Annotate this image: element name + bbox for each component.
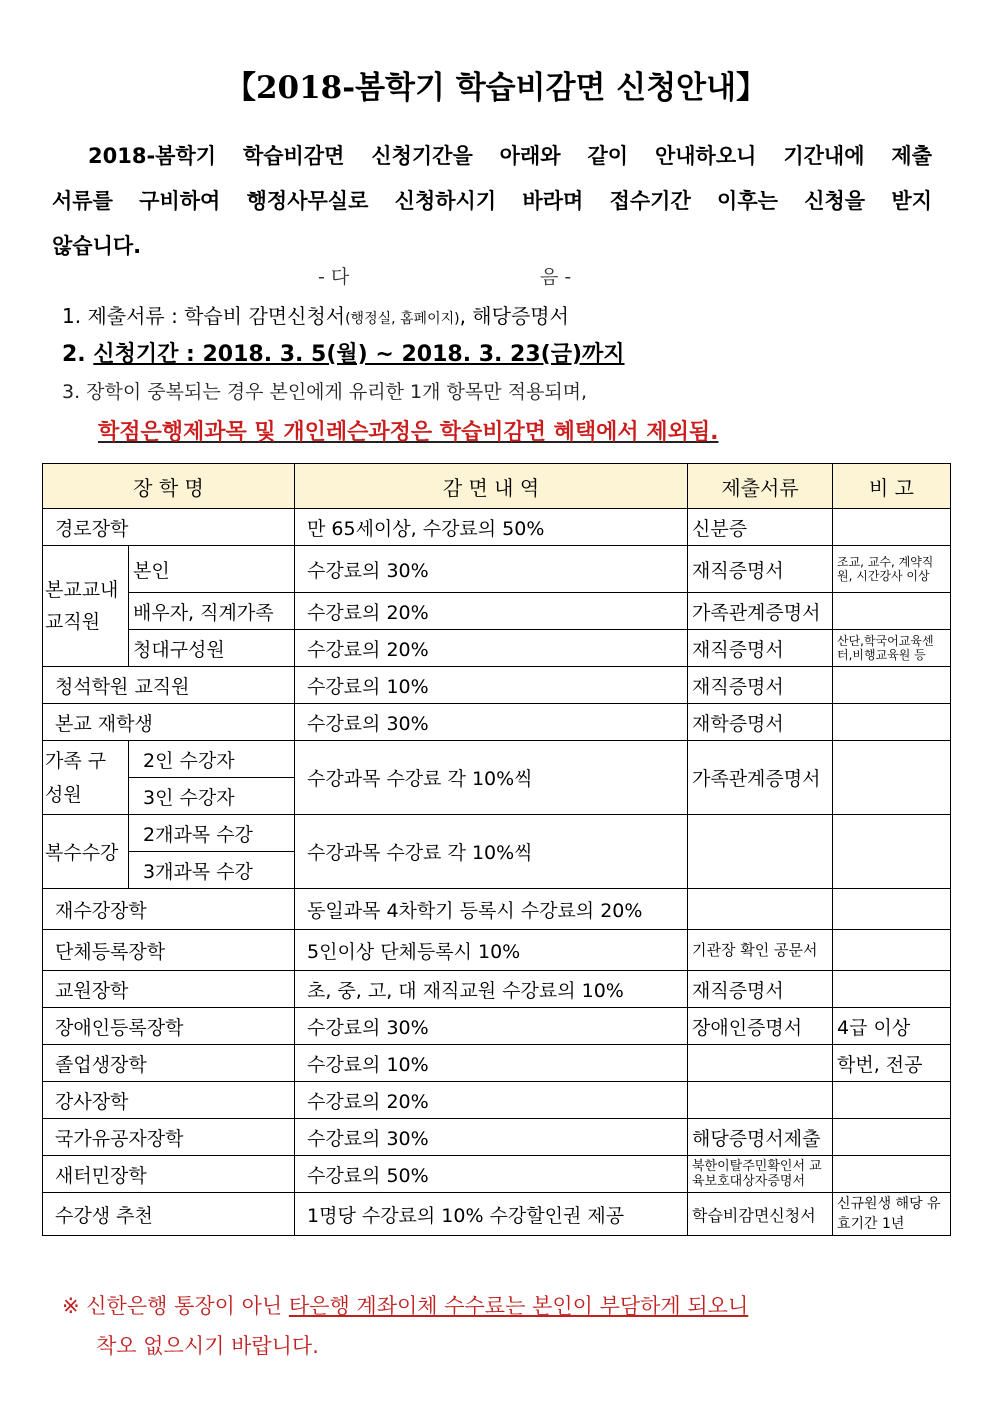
row-note xyxy=(833,667,951,704)
footer-notice xyxy=(62,1286,748,1366)
row-detail: 동일과목 4차학기 등록시 수강료의 20% xyxy=(295,889,688,930)
row-note xyxy=(833,509,951,546)
section-label-right: 음 - xyxy=(540,266,572,288)
row-note xyxy=(833,889,951,930)
row-detail: 만 65세이상, 수강료의 50% xyxy=(295,509,688,546)
table-row xyxy=(43,1156,951,1193)
row-detail: 수강료의 50% xyxy=(295,1156,688,1193)
row-note xyxy=(833,1082,951,1119)
row-docs: 북한이탈주민확인서 교육보호대상자증명서 xyxy=(688,1156,833,1193)
row-note xyxy=(833,1119,951,1156)
row-docs: 가족관계증명서 xyxy=(688,741,833,815)
row-detail: 수강료의 20% xyxy=(295,630,688,667)
intro-line-1: 2018-봄학기 학습비감면 신청기간을 아래와 같이 안내하오니 기간내에 제출 xyxy=(88,144,932,168)
row-detail: 수강료의 30% xyxy=(295,1008,688,1045)
table-header-row xyxy=(43,464,951,509)
row-note: 신규원생 해당 유효기간 1년 xyxy=(833,1193,951,1236)
row-name: 국가유공자장학 xyxy=(43,1119,295,1156)
table-row xyxy=(43,971,951,1008)
group-name: 가족 구성원 xyxy=(43,741,129,815)
table-row xyxy=(43,704,951,741)
row-name: 수강생 추천 xyxy=(43,1193,295,1236)
item-duplicate-rule: 3. 장학이 중복되는 경우 본인에게 유리한 1개 항목만 적용되며, xyxy=(62,381,588,403)
row-detail: 수강료의 20% xyxy=(295,1082,688,1119)
footer-line-2: 착오 없으시기 바랍니다. xyxy=(96,1334,319,1358)
row-detail: 수강료의 20% xyxy=(295,593,688,630)
row-note: 4급 이상 xyxy=(833,1008,951,1045)
table-row xyxy=(43,630,951,667)
row-name: 배우자, 직계가족 xyxy=(129,593,295,630)
row-name: 3개과목 수강 xyxy=(129,852,295,889)
row-detail: 수강료의 30% xyxy=(295,546,688,593)
row-name: 재수강장학 xyxy=(43,889,295,930)
row-name: 장애인등록장학 xyxy=(43,1008,295,1045)
row-note: 조교, 교수, 계약직원, 시간강사 이상 xyxy=(833,546,951,593)
row-name: 단체등록장학 xyxy=(43,930,295,971)
table-row xyxy=(43,889,951,930)
row-docs xyxy=(688,1082,833,1119)
header-scholarship: 장 학 명 xyxy=(43,464,295,509)
row-name: 본교 재학생 xyxy=(43,704,295,741)
row-docs: 학습비감면신청서 xyxy=(688,1193,833,1236)
row-docs xyxy=(688,1045,833,1082)
item-period-text: 신청기간 : 2018. 3. 5(월) ~ 2018. 3. 23(금)까지 xyxy=(93,342,625,367)
row-note xyxy=(833,593,951,630)
row-docs: 재직증명서 xyxy=(688,971,833,1008)
row-detail: 수강과목 수강료 각 10%씩 xyxy=(295,815,688,889)
table-row xyxy=(43,930,951,971)
table-row xyxy=(43,815,951,852)
row-note: 산단,학국어교육센터,비행교육원 등 xyxy=(833,630,951,667)
table-row xyxy=(43,1193,951,1236)
header-note: 비 고 xyxy=(833,464,951,509)
row-name: 3인 수강자 xyxy=(129,778,295,815)
table-row xyxy=(43,667,951,704)
row-name: 청대구성원 xyxy=(129,630,295,667)
table-row xyxy=(43,1008,951,1045)
row-note xyxy=(833,815,951,889)
item-documents-prefix: 1. 제출서류 : 학습비 감면신청서 xyxy=(62,304,346,328)
row-docs: 해당증명서제출 xyxy=(688,1119,833,1156)
row-name: 청석학원 교직원 xyxy=(43,667,295,704)
row-docs: 신분증 xyxy=(688,509,833,546)
intro-line-3: 않습니다. xyxy=(52,234,142,258)
page-title: 【2018-봄학기 학습비감면 신청안내】 xyxy=(224,70,768,106)
header-detail: 감 면 내 역 xyxy=(295,464,688,509)
row-note xyxy=(833,930,951,971)
row-docs: 장애인증명서 xyxy=(688,1008,833,1045)
row-docs: 재직증명서 xyxy=(688,630,833,667)
table-row xyxy=(43,546,951,593)
row-name: 교원장학 xyxy=(43,971,295,1008)
footer-underlined-text: 타은행 계좌이체 수수료는 본인이 부담하게 되오니 xyxy=(288,1294,749,1318)
table-row xyxy=(43,741,951,778)
table-row xyxy=(43,1119,951,1156)
footer-mark-text: ※ 신한은행 통장이 아닌 xyxy=(62,1294,289,1318)
row-detail: 수강료의 10% xyxy=(295,1045,688,1082)
row-note xyxy=(833,971,951,1008)
group-name: 복수수강 xyxy=(43,815,129,889)
table-row xyxy=(43,593,951,630)
row-detail: 수강료의 30% xyxy=(295,704,688,741)
table-row xyxy=(43,509,951,546)
row-detail: 수강료의 30% xyxy=(295,1119,688,1156)
row-detail: 1명당 수강료의 10% 수강할인권 제공 xyxy=(295,1193,688,1236)
row-docs: 재학증명서 xyxy=(688,704,833,741)
row-docs xyxy=(688,889,833,930)
header-docs: 제출서류 xyxy=(688,464,833,509)
row-name: 2인 수강자 xyxy=(129,741,295,778)
table-row xyxy=(43,1045,951,1082)
row-detail: 수강과목 수강료 각 10%씩 xyxy=(295,741,688,815)
row-note xyxy=(833,741,951,815)
row-docs: 재직증명서 xyxy=(688,667,833,704)
row-name: 경로장학 xyxy=(43,509,295,546)
row-detail: 5인이상 단체등록시 10% xyxy=(295,930,688,971)
item-period xyxy=(62,337,625,368)
exclusion-notice: 학점은행제과목 및 개인레슨과정은 학습비감면 혜택에서 제외됨. xyxy=(98,420,719,445)
row-name: 강사장학 xyxy=(43,1082,295,1119)
row-docs: 기관장 확인 공문서 xyxy=(688,930,833,971)
row-docs: 재직증명서 xyxy=(688,546,833,593)
row-note xyxy=(833,1156,951,1193)
row-docs: 가족관계증명서 xyxy=(688,593,833,630)
row-name: 졸업생장학 xyxy=(43,1045,295,1082)
intro-line-2: 서류를 구비하여 행정사무실로 신청하시기 바라며 접수기간 이후는 신청을 받지 xyxy=(52,189,932,213)
item-documents-suffix: , 해당증명서 xyxy=(459,304,569,328)
item-period-number: 2. xyxy=(62,342,86,367)
row-detail: 수강료의 10% xyxy=(295,667,688,704)
table-row xyxy=(43,1082,951,1119)
row-name: 본인 xyxy=(129,546,295,593)
row-note xyxy=(833,704,951,741)
discount-table xyxy=(42,463,951,1236)
row-detail: 초, 중, 고, 대 재직교원 수강료의 10% xyxy=(295,971,688,1008)
item-documents-source: (행정실, 홈페이지) xyxy=(345,311,460,327)
row-note: 학번, 전공 xyxy=(833,1045,951,1082)
row-docs xyxy=(688,815,833,889)
row-name: 2개과목 수강 xyxy=(129,815,295,852)
section-label-left: - 다 xyxy=(318,266,350,288)
item-documents xyxy=(62,300,569,329)
group-name: 본교교내 교직원 xyxy=(43,546,129,667)
row-name: 새터민장학 xyxy=(43,1156,295,1193)
intro-paragraph xyxy=(52,134,932,269)
